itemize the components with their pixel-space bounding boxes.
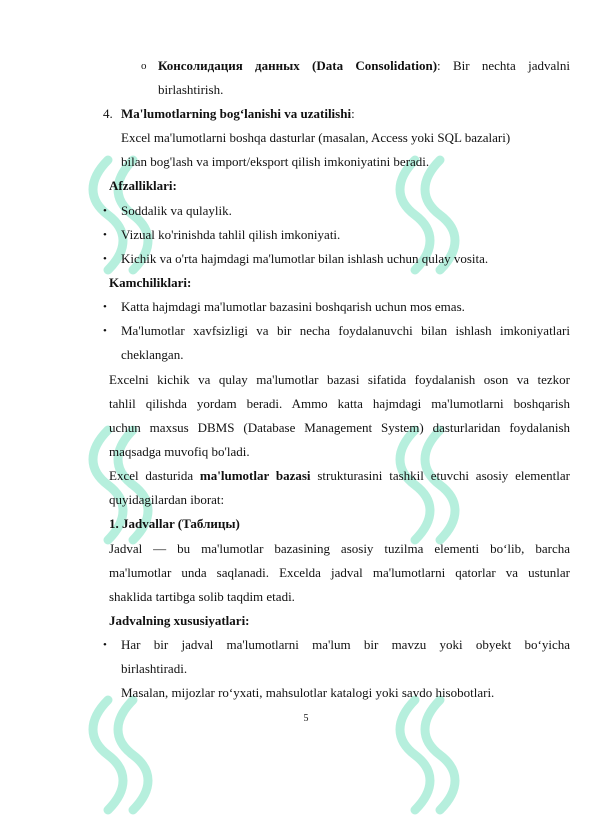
consolidation-line: Консолидация данных (Data Consolidation): Bir nechta jadvalni bbox=[158, 58, 570, 73]
text-line: cheklangan. bbox=[121, 347, 184, 362]
paragraph-line: uchun maxsus DBMS (Database Management System) dasturlaridan foydalanish bbox=[109, 420, 570, 435]
text-line: birlashtiradi. bbox=[121, 661, 188, 676]
text-line: birlashtirish. bbox=[158, 82, 224, 97]
paragraph-line: quyidagilardan iborat: bbox=[109, 492, 225, 507]
paragraph-line: Excel dasturida ma'lumotlar bazasi strukturasini tashkil etuvchi asosiy elementlar bbox=[109, 468, 570, 483]
dot-bullet: • bbox=[103, 301, 107, 313]
advantages-heading: Afzalliklari: bbox=[109, 178, 177, 193]
paragraph-line: ma'lumotlar unda saqlanadi. Excelda jadval ma'lumotlarni qatorlar va ustunlar bbox=[109, 565, 570, 580]
properties-heading: Jadvalning xususiyatlari: bbox=[109, 613, 250, 628]
list-item: Kichik va o'rta hajmdagi ma'lumotlar bilan ishlash uchun qulay vosita. bbox=[121, 251, 489, 266]
paragraph-line: maqsadga muvofiq bo'ladi. bbox=[109, 444, 250, 459]
text-line: bilan bog'lash va import/eksport qilish imkoniyatini beradi. bbox=[121, 154, 430, 169]
subsection-heading: 1. Jadvallar (Таблицы) bbox=[109, 516, 240, 531]
paragraph-line: Excelni kichik va qulay ma'lumotlar bazasi sifatida foydalanish oson va tezkor bbox=[109, 372, 570, 387]
list-item: Ma'lumotlar xavfsizligi va bir necha foydalanuvchi bilan ishlash imkoniyatlari bbox=[121, 323, 570, 338]
list-item: Har bir jadval ma'lumotlarni ma'lum bir mavzu yoki obyekt bo‘yicha bbox=[121, 637, 570, 652]
paragraph-line: tahlil qilishda yordam beradi. Ammo katta hajmdagi ma'lumotlarni boshqarish bbox=[109, 396, 570, 411]
disadvantages-heading: Kamchiliklari: bbox=[109, 275, 192, 290]
list-item: Vizual ko'rinishda tahlil qilish imkoniyati. bbox=[121, 227, 341, 242]
text-line: Excel ma'lumotlarni boshqa dasturlar (masalan, Access yoki SQL bazalari) bbox=[121, 130, 511, 145]
list-item: Katta hajmdagi ma'lumotlar bazasini boshqarish uchun mos emas. bbox=[121, 299, 465, 314]
text-line: Masalan, mijozlar ro‘yxati, mahsulotlar katalogi yoki savdo hisobotlari. bbox=[121, 685, 495, 700]
dot-bullet: • bbox=[103, 229, 107, 241]
dot-bullet: • bbox=[103, 325, 107, 337]
dot-bullet: • bbox=[103, 639, 107, 651]
consolidation-term: Консолидация данных (Data Consolidation) bbox=[158, 58, 438, 73]
page-number: 5 bbox=[303, 713, 309, 724]
paragraph-line: Jadval — bu ma'lumotlar bazasining asosiy tuzilma elementi bo‘lib, barcha bbox=[109, 541, 570, 556]
paragraph-line: shaklida tartibga solib taqdim etadi. bbox=[109, 589, 295, 604]
list-item: Soddalik va qulaylik. bbox=[121, 203, 232, 218]
list-number: 4. bbox=[103, 106, 113, 121]
circle-bullet: o bbox=[141, 60, 147, 72]
section-heading: Ma'lumotlarning bog‘lanishi va uzatilishi: bbox=[121, 106, 355, 121]
dot-bullet: • bbox=[103, 253, 107, 265]
dot-bullet: • bbox=[103, 205, 107, 217]
